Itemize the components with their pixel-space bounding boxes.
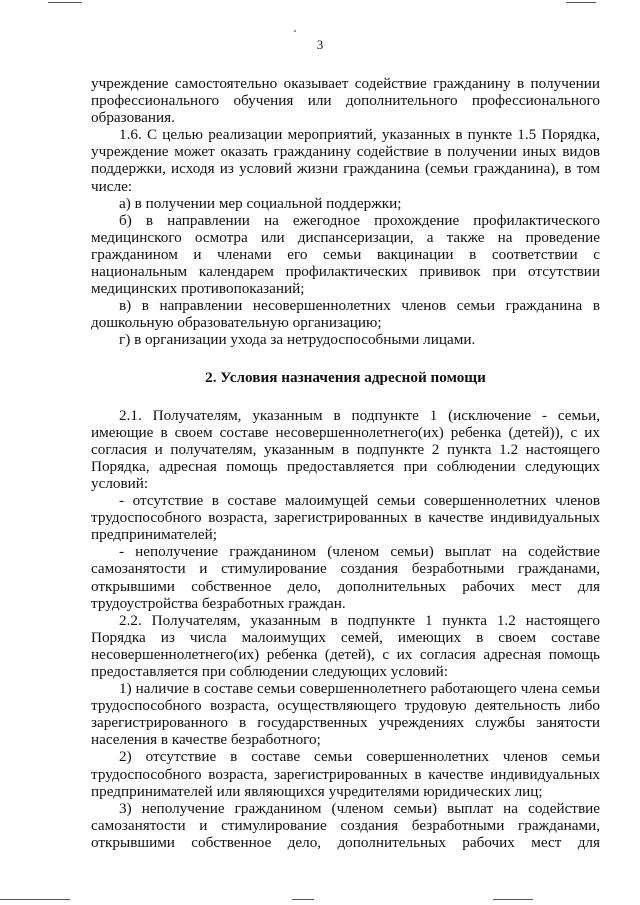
list-item: 3) неполучение гражданином (членом семьи) выплат на содействие самозанятости и стимулирование создания безработными гражданами, открывшими собственное дело, дополнительных рабочих мест для xyxy=(91,799,600,851)
list-item: б) в направлении на ежегодное прохождение профилактического медицинского осмотра или диспансеризации, а также на проведение гражданином и членами его семьи вакцинации в соответствии с национальным календарем профилактических прививок при отсутствии медицинских противопоказаний; xyxy=(91,211,600,298)
list-item: 1) наличие в составе семьи совершеннолетнего работающего члена семьи трудоспособного возраста, осуществляющего трудовую деятельность либо зарегистрированного в государственных учреждениях службы занятости населения в качестве безработного; xyxy=(91,680,600,749)
paragraph: 2.1. Получателям, указанным в подпункте 1 (исключение - семьи, имеющие в своем составе несовершеннолетнего(их) ребенка (детей)), с их согласия и получателям, указанным в подпункте 2 пункта 1.2 настоящего Порядка, адресная помощь предоставляется при соблюдении следующих условий: xyxy=(91,406,600,492)
list-item: - отсутствие в составе малоимущей семьи совершеннолетних членов трудоспособного возраста, зарегистрированных в качестве индивидуальных предпринимателей; xyxy=(91,492,600,544)
list-item: 2) отсутствие в составе семьи совершеннолетних членов семьи трудоспособного возраста, зарегистрированных в качестве индивидуальных предпринимателей или являющихся учредителями юридических лиц; xyxy=(91,748,600,800)
bottom-edge-line-right xyxy=(493,899,533,900)
paragraph: учреждение самостоятельно оказывает содействие гражданину в получении профессионального обучения или дополнительного профессионального образования. xyxy=(91,75,600,127)
document-body xyxy=(91,75,600,851)
page-number: 3 xyxy=(316,37,324,52)
list-item: в) в направлении несовершеннолетних членов семьи гражданина в дошкольную образовательную организацию; xyxy=(91,297,600,332)
paragraph: 1.6. С целью реализации мероприятий, указанных в пункте 1.5 Порядка, учреждение может оказать гражданину содействие в получении иных видов поддержки, исходя из условий жизни гражданина (семьи гражданина), в том числе: xyxy=(91,126,600,195)
section-heading: 2. Условия назначения адресной помощи xyxy=(205,368,486,386)
top-edge-line-right xyxy=(566,2,596,3)
bottom-edge-line-mid xyxy=(292,899,314,900)
bottom-edge-line-left xyxy=(0,899,70,900)
list-item: г) в организации ухода за нетрудоспособными лицами. xyxy=(119,331,476,349)
top-edge-line-left xyxy=(48,2,82,3)
list-item: а) в получении мер социальной поддержки; xyxy=(119,194,402,212)
paragraph: 2.2. Получателям, указанным в подпункте 1 пункта 1.2 настоящего Порядка из числа малоимущих семей, имеющих в своем составе несовершеннолетнего(их) ребенка (детей), с их согласия адресная помощь предоставляется при соблюдении следующих условий: xyxy=(91,611,600,680)
scan-speck xyxy=(294,30,296,32)
list-item: - неполучение гражданином (членом семьи) выплат на содействие самозанятости и стимулирование создания безработными гражданами, открывшими собственное дело, дополнительных рабочих мест для трудоустройства безработных граждан. xyxy=(91,543,600,612)
